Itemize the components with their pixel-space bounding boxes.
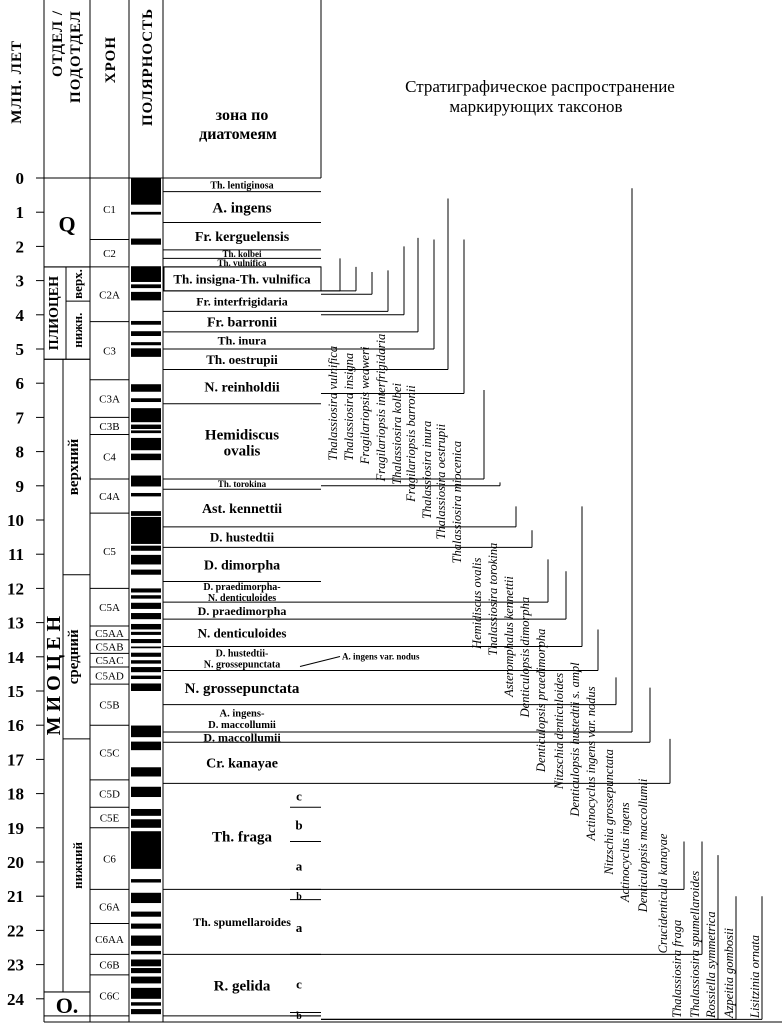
taxon-label: Denticulopsis dimorpha [518,596,532,718]
age-tick-label: 7 [15,408,24,428]
normal-polarity-band [131,1002,161,1005]
chron-label: C5E [99,812,120,825]
age-axis [7,169,44,1009]
age-tick-label: 18 [7,784,24,804]
normal-polarity-band [131,588,161,592]
chron-label: C5AB [95,641,124,654]
age-tick-label: 4 [15,305,24,325]
chron-label: C6A [99,901,120,914]
polarity-column-header: ПОЛЯРНОСТЬ [140,8,156,127]
taxa-column-header-line1: Стратиграфическое распространение [405,77,675,96]
normal-polarity-band [131,595,161,598]
polarity-column [131,178,161,1014]
chron-label: C5C [99,747,120,760]
normal-polarity-band [131,647,161,649]
chron-label: C6C [99,990,120,1003]
normal-polarity-band [131,1009,161,1014]
chron-label: C5B [99,699,120,712]
chron-column-header: ХРОН [103,36,119,84]
taxon-label: Asteromphalus kennettii [502,576,516,697]
age-column-header: МЛН. ЛЕТ [9,40,25,124]
epoch-column-header-line2: ПОДОТДЕЛ [68,10,84,103]
epoch-label: Q [58,211,76,237]
zone-label: Fr. kerguelensis [194,230,290,246]
taxon-label: Thalassiosira inura [420,420,434,519]
age-tick-label: 20 [7,853,24,872]
normal-polarity-band [131,613,161,619]
annotation-label: A. ingens var. nodus [342,651,420,662]
zone-label-line2: N. denticuloides [207,592,277,604]
chron-label: C4 [103,451,116,464]
normal-polarity-band [131,959,161,966]
taxon-label: Nitzschia denticuloides [552,672,566,790]
zone-label: Th. spumellaroides [193,915,291,930]
epoch-label: средний [66,629,82,685]
normal-polarity-band [131,546,161,551]
age-tick-label: 17 [7,750,24,770]
age-tick-label: 23 [7,955,24,975]
normal-polarity-band [131,726,161,738]
age-tick-label: 3 [15,271,24,291]
zone-label: Th. vulnifica [217,257,267,268]
epoch-label: верхний [66,438,82,496]
zone-label: Hemidiscus [204,427,280,444]
zone-label: N. denticuloides [197,625,287,641]
normal-polarity-band [131,809,161,816]
chron-label: C5AC [95,655,124,668]
normal-polarity-band [131,683,161,691]
chron-label: C2 [103,248,116,261]
zone-label: Th. torokina [217,479,267,490]
age-tick-label: 19 [7,818,24,838]
taxon-label: Rossiella symmetrica [704,911,718,1018]
normal-polarity-band [131,284,161,288]
age-tick-label: 9 [15,476,24,496]
normal-polarity-band [131,893,161,903]
zone-label: Th. fraga [212,829,272,846]
normal-polarity-band [131,767,161,776]
zone-label: A. ingens [212,200,272,217]
normal-polarity-band [131,676,161,679]
subzone-label: b [295,817,303,833]
age-tick-label: 15 [7,682,24,701]
age-tick-label: 21 [7,887,24,907]
normal-polarity-band [131,384,161,392]
normal-polarity-band [131,454,161,460]
taxa-column-header-line2: маркирующих таксонов [449,97,623,116]
zone-column-header-line1: зона по [215,107,269,124]
zone-label: D. praedimorpha [197,603,287,618]
subzone-label: a [295,919,303,935]
chron-label: C5D [99,788,120,801]
normal-polarity-band [131,555,161,565]
taxon-label: Lisitzinia ornata [748,934,762,1018]
age-tick-label: 8 [15,442,24,462]
normal-polarity-band [131,348,161,357]
taxon-label: Denticulopsis maccollumii [636,778,650,913]
normal-polarity-band [131,342,161,345]
chron-label: C2A [99,289,120,302]
normal-polarity-band [131,239,161,245]
zone-label: Fr. barronii [206,315,278,331]
age-tick-label: 11 [7,545,24,565]
age-tick-label: 16 [7,716,24,736]
chron-label: C4A [99,491,120,504]
epoch-column-header-line1: ОТДЕЛ / [50,10,66,77]
zone-label-line2: ovalis [223,443,261,460]
normal-polarity-band [131,493,161,496]
taxon-label: Thalassiosira miocenica [450,440,464,564]
taxon-label: Crucidenticula kanayae [656,833,670,954]
normal-polarity-band [131,178,161,205]
column-headers [9,8,675,143]
normal-polarity-band [131,511,161,516]
normal-polarity-band [131,936,161,946]
taxon-label: Azpeitia gombosii [722,928,736,1018]
normal-polarity-band [131,632,161,635]
zone-label: Th. inura [217,333,267,348]
age-tick-label: 0 [15,169,24,188]
taxon-label: Denticulopsis praedimorpha [534,628,548,773]
subzone-label: b [296,891,302,903]
normal-polarity-band [131,924,161,929]
normal-polarity-band [131,425,161,429]
normal-polarity-band [131,266,161,282]
zone-label: Fr. interfrigidaria [196,294,288,309]
zone-label: D. hustedtii [209,529,275,545]
epoch-label: верх. [70,269,85,299]
taxon-label: Thalassiosira insigna [342,352,356,461]
zone-label: R. gelida [213,978,271,995]
taxon-label: Thalassiosira fraga [670,919,684,1018]
normal-polarity-band [131,819,161,828]
normal-polarity-band [131,968,161,973]
normal-polarity-band [131,438,161,450]
subzone-label: c [296,788,302,804]
taxon-label: Thalassiosira kolbei [390,383,404,485]
age-tick-label: 10 [7,511,24,530]
chron-label: C3 [103,345,116,358]
age-tick-label: 1 [15,203,24,223]
epoch-label: нижн. [70,312,85,348]
taxon-label: Actinocyclus ingens var. nodus [584,686,598,841]
age-tick-label: 6 [15,374,24,394]
zone-label: D. hustedtii- [215,648,269,660]
zone-label: Th. insigna-Th. vulnifica [173,271,311,287]
zone-label: D. praedimorpha- [203,581,281,593]
taxon-label: Thalassiosira vulnifica [326,345,340,461]
age-tick-label: 22 [7,921,24,941]
taxa-ranges [321,188,762,1019]
normal-polarity-band [131,879,161,882]
chron-label: C6B [99,959,120,972]
subzone-label: b [296,1011,302,1023]
chron-label: C5 [103,545,116,558]
subzone-label: c [296,976,302,992]
normal-polarity-band [131,570,161,575]
normal-polarity-band [131,517,161,544]
zone-label: Th. kolbei [222,249,262,260]
zone-label: Cr. kanayae [206,756,278,772]
taxon-label: Nitzschia grossepunctata [602,749,616,875]
age-tick-label: 12 [7,579,24,599]
zone-label: Th. oestrupii [206,351,278,367]
epoch-label: О. [55,992,79,1018]
age-tick-label: 5 [15,340,24,359]
zone-label: D. dimorpha [203,558,281,574]
normal-polarity-band [131,977,161,984]
zone-label: D. maccollumii [203,730,281,745]
taxon-label: Fragilariopsis barronii [404,385,418,502]
annotation-leader [300,657,340,667]
zone-column-header-line2: диатомеям [199,126,277,143]
normal-polarity-band [131,653,161,657]
normal-polarity-band [131,476,161,487]
normal-polarity-band [131,988,161,999]
normal-polarity-band [131,639,161,643]
normal-polarity-band [131,660,161,663]
taxon-label: Fragilariopsis weaweri [358,346,372,465]
normal-polarity-band [131,430,161,433]
chron-label: C5AD [95,670,124,683]
normal-polarity-band [131,787,161,797]
normal-polarity-band [131,603,161,609]
normal-polarity-band [131,292,161,301]
age-tick-label: 24 [7,989,24,1009]
chron-label: C3B [99,420,120,433]
normal-polarity-band [131,331,161,336]
chron-label: C5A [99,602,120,615]
normal-polarity-band [131,912,161,917]
normal-polarity-band [131,398,161,402]
taxon-label: Denticulopsis hustedtii s. ampl [568,662,582,817]
normal-polarity-band [131,624,161,629]
taxon-label: Thalassiosira torokina [486,542,500,656]
taxon-label: Hemidiscus ovalis [470,557,484,649]
normal-polarity-band [131,742,161,751]
normal-polarity-band [131,321,161,325]
zone-label-line2: D. maccollumii [208,719,276,731]
chron-label: C6AA [95,933,124,946]
chron-label: C6 [103,853,116,866]
epoch-column [43,178,90,1018]
normal-polarity-band [131,212,161,215]
taxon-label: Fragilariopsis interfrigidaria [374,333,388,482]
age-tick-label: 14 [7,647,24,667]
zone-label: Ast. kennettii [201,501,283,517]
age-tick-label: 13 [7,613,24,633]
chron-column [90,204,129,1016]
taxon-label: Thalassiosira oestrupii [434,423,448,540]
zone-label: N. reinholdii [204,380,280,396]
chron-label: C3A [99,393,120,406]
chron-label: C1 [103,203,116,216]
taxon-label: Actinocyclus ingens [618,802,632,903]
normal-polarity-band [131,667,161,672]
chron-label: C5AA [95,627,124,640]
epoch-label: нижний [70,841,85,889]
normal-polarity-band [131,951,161,954]
normal-polarity-band [131,831,161,869]
normal-polarity-band [131,408,161,422]
zone-label: Th. lentiginosa [210,180,274,192]
subzone-label: a [295,858,303,874]
zone-label: A. ingens- [219,708,265,720]
age-tick-label: 2 [15,237,24,257]
zone-label: N. grossepunctata [184,680,300,697]
epoch-label: ПЛИОЦЕН [47,275,62,351]
diatom-zones-column [163,180,420,1022]
zone-label-line2: N. grossepunctata [203,659,281,671]
taxon-label: Thalassiosira spumellaroides [688,870,702,1018]
epoch-label: М И О Ц Е Н [43,615,65,736]
